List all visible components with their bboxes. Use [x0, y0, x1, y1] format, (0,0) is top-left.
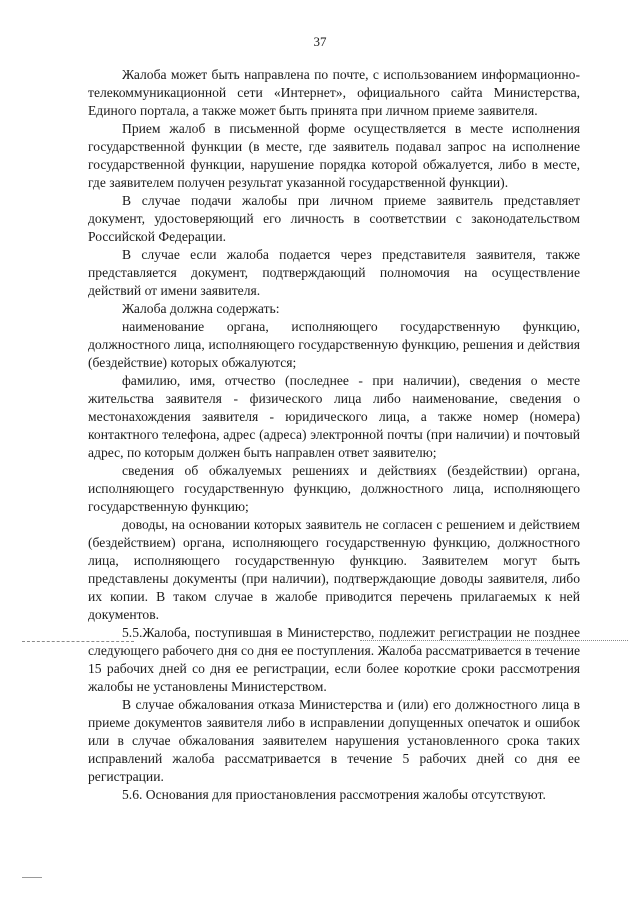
paragraph-written-complaints: Прием жалоб в письменной форме осуществляется в месте исполнения государственной функции (в месте, где заявитель подавал запрос на исполнение государственной функции, нарушение порядка которой обжалуется, либо в месте, где заявителем получен результат указанной государственной функции).	[88, 121, 580, 190]
paragraph-complaint-channels: Жалоба может быть направлена по почте, с использованием информационно-телекоммуникационной сети «Интернет», официального сайта Министерства, Единого портала, а также может быть принята при личном приеме заявителя.	[88, 67, 580, 118]
scan-artifact-mark	[22, 877, 42, 878]
page-number: 37	[313, 34, 327, 49]
document-body	[88, 66, 580, 804]
list-item-arguments: доводы, на основании которых заявитель не согласен с решением и действием (бездействием) органа, исполняющего государственную функцию, должностного лица, исполняющего государственную функцию. Заявителем могут быть представлены документы (при наличии), подтверждающие доводы заявителя, либо их копии. В таком случае в жалобе приводится перечень прилагаемых к ней документов.	[88, 517, 580, 622]
paragraph-representative: В случае если жалоба подается через представителя заявителя, также представляется документ, подтверждающий полномочия на осуществление действий от имени заявителя.	[88, 247, 580, 298]
list-item-applicant-details: фамилию, имя, отчество (последнее - при наличии), сведения о месте жительства заявителя - физического лица либо наименование, сведения о местонахождения заявителя - юридического лица, а также номер (номера) контактного телефона, адрес (адреса) электронной почты (при наличии) и почтовый адрес, по которым должен быть направлен ответ заявителю;	[88, 373, 580, 460]
paragraph-section-5-5: 5.5.Жалоба, поступившая в Министерство, подлежит регистрации не позднее следующего рабочего дня со дня ее поступления. Жалоба рассматривается в течение 15 рабочих дней со дня ее регистрации, если более короткие сроки рассмотрения жалобы не установлены Министерством.	[88, 625, 580, 694]
paragraph-refusal-appeal: В случае обжалования отказа Министерства и (или) его должностного лица в приеме документов заявителя либо в исправлении допущенных опечаток и ошибок или в случае обжалования заявителем нарушения установленного срока таких исправлений жалоба рассматривается в течение 5 рабочих дней со дня ее регистрации.	[88, 697, 580, 784]
scan-artifact-line	[360, 640, 628, 641]
paragraph-section-5-6: 5.6. Основания для приостановления рассмотрения жалобы отсутствуют.	[122, 787, 546, 802]
paragraph-personal-reception: В случае подачи жалобы при личном приеме заявитель представляет документ, удостоверяющий его личность в соответствии с законодательством Российской Федерации.	[88, 193, 580, 244]
scan-artifact-line	[22, 641, 134, 642]
paragraph-complaint-contents-heading: Жалоба должна содержать:	[122, 301, 280, 316]
list-item-appealed-decisions: сведения об обжалуемых решениях и действиях (бездействии) органа, исполняющего государственную функцию, должностного лица, исполняющего государственную функцию;	[88, 463, 580, 514]
list-item-organ-name: наименование органа, исполняющего государственную функцию, должностного лица, исполняющего государственную функцию, решения и действия (бездействие) которых обжалуются;	[88, 319, 580, 370]
